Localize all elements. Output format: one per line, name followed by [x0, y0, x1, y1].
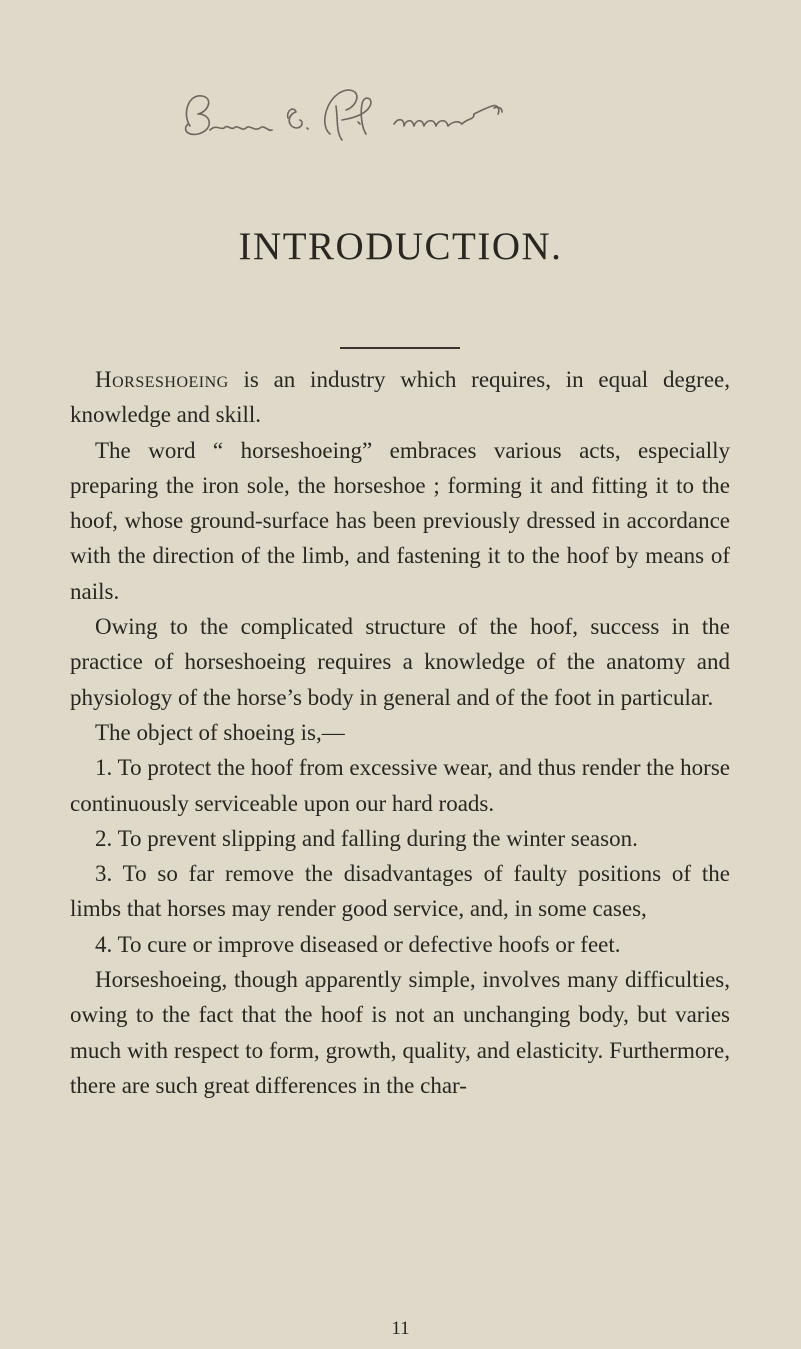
chapter-title: INTRODUCTION. [238, 225, 563, 268]
paragraph-text: 1. To protect the hoof from excessive wear, and thus render the horse continuously serviceable upon our hard roads. [70, 755, 730, 816]
paragraph [70, 609, 730, 715]
list-item [70, 821, 730, 856]
paragraph [70, 715, 730, 750]
paragraph-lead: Horseshoeing [95, 367, 229, 392]
paragraph [70, 362, 730, 433]
paragraph-text: Horseshoeing, though apparently simple, involves many difficulties, owing to the fact that the hoof is not an unchanging body, but varies much with respect to form, growth, quality, and elasticity. Furthermore, there are such great differences in the char- [70, 967, 730, 1098]
paragraph-text: is an industry which requires, in equal degree, knowledge and skill. [70, 367, 730, 428]
paragraph [70, 962, 730, 1103]
title-divider [340, 347, 460, 349]
list-item [70, 927, 730, 962]
paragraph-text: 4. To cure or improve diseased or defective hoofs or feet. [95, 931, 621, 957]
paragraph-text: Owing to the complicated structure of the hoof, success in the practice of horseshoeing requires a knowledge of the anatomy and physiology of the horse’s body in general and of the foot in particular. [70, 614, 730, 710]
list-item [70, 750, 730, 821]
paragraph [70, 433, 730, 609]
paragraph-text: The object of shoeing is,— [95, 719, 345, 745]
paragraph-text: 3. To so far remove the disadvantages of faulty positions of the limbs that horses may render good service, and, in some cases, [70, 861, 730, 922]
paragraph-text: 2. To prevent slipping and falling during the winter season. [95, 825, 638, 851]
handwritten-signature [168, 84, 618, 154]
body-text [70, 362, 730, 1103]
list-item [70, 856, 730, 927]
paragraph-text: The word “ horseshoeing” embraces various acts, especially preparing the iron sole, the horseshoe ; forming it and fitting it to the hoof, whose ground-surface has been previously dressed in accordance with the direction of the limb, and fastening it to the hoof by means of nails. [70, 437, 730, 604]
page-number: 11 [391, 1318, 410, 1339]
